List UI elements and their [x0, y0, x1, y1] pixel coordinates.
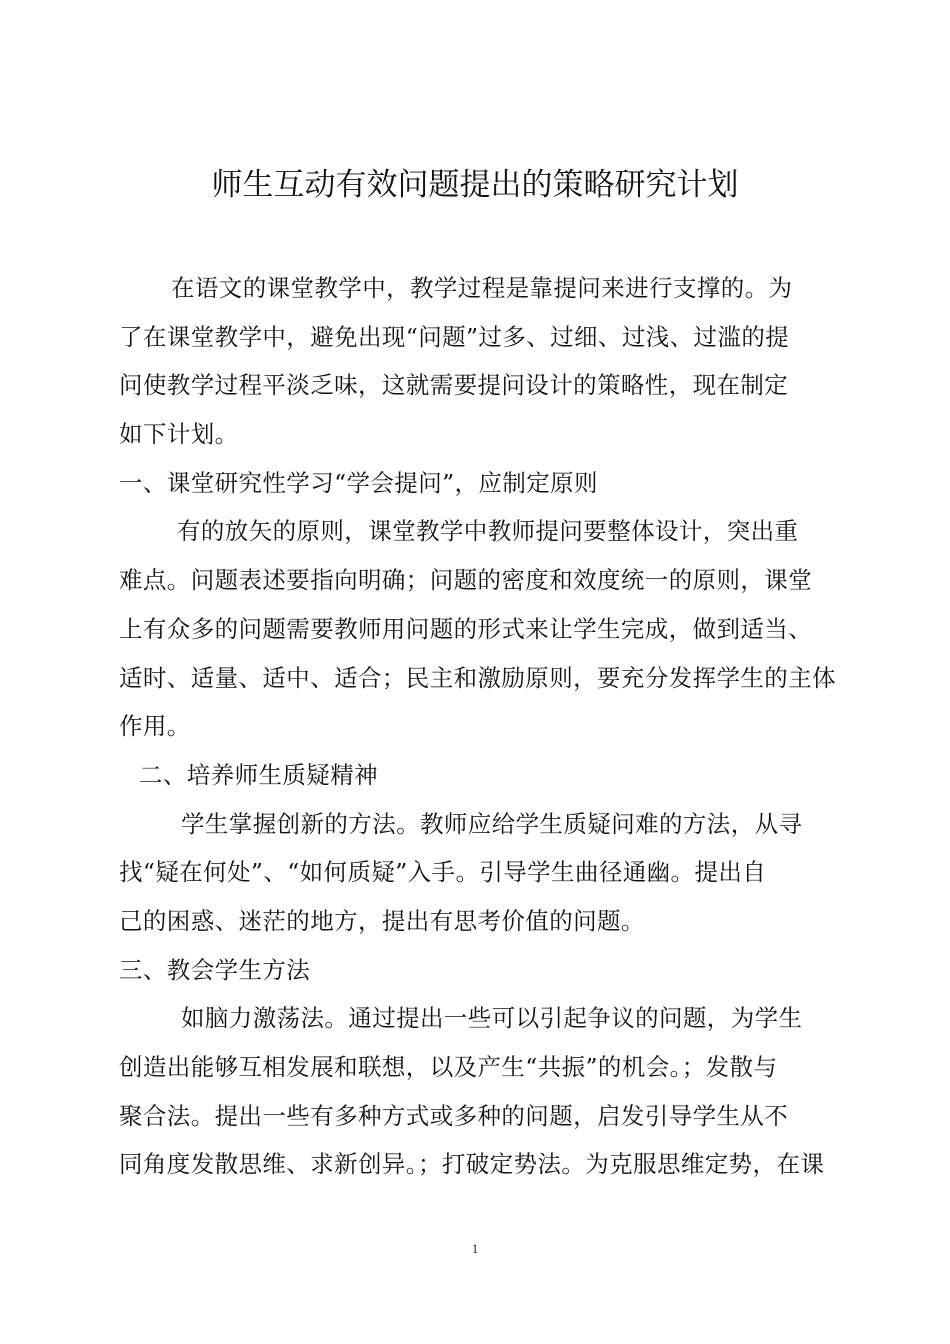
section-heading-2: 二、培养师生质疑精神 — [139, 760, 378, 789]
body-line: 在语文的课堂教学中，教学过程是靠提问来进行支撑的。为 — [171, 274, 793, 302]
body-line: 有的放矢的原则，课堂教学中教师提问要整体设计，突出重 — [177, 517, 799, 546]
body-line: 问使教学过程平淡乏味，这就需要提问设计的策略性，现在制定 — [119, 371, 789, 400]
document-title: 师生互动有效问题提出的策略研究计划 — [211, 167, 739, 203]
body-line: 难点。问题表述要指向明确；问题的密度和效度统一的原则，课堂 — [119, 566, 813, 595]
body-line: 己的困惑、迷茫的地方，提出有思考价值的问题。 — [119, 906, 645, 935]
body-line: 上有众多的问题需要教师用问题的形式来让学生完成，做到适当、 — [119, 614, 813, 643]
body-line: 了在课堂教学中，避免出现“问题”过多、过细、过浅、过滥的提 — [119, 322, 790, 351]
body-line: 如脑力激荡法。通过提出一些可以引起争议的问题，为学生 — [181, 1004, 803, 1033]
body-line: 找“疑在何处”、“如何质疑”入手。引导学生曲径通幽。提出自 — [119, 858, 767, 887]
body-line: 如下计划。 — [119, 420, 239, 449]
section-heading-3: 三、教会学生方法 — [119, 955, 311, 984]
body-line: 聚合法。提出一些有多种方式或多种的问题，启发引导学生从不 — [119, 1101, 789, 1130]
page-number: 1 — [471, 1241, 479, 1256]
body-line: 适时、适量、适中、适合；民主和激励原则，要充分发挥学生的主体 — [119, 663, 836, 692]
document-body — [119, 264, 834, 1189]
section-heading-1: 一、课堂研究性学习“学会提问”，应制定原则 — [119, 468, 598, 497]
body-line: 同角度发散思维、求新创异。；打破定势法。为克服思维定势，在课 — [119, 1150, 825, 1179]
body-line: 作用。 — [119, 712, 191, 741]
body-line: 创造出能够互相发展和联想，以及产生“共振”的机会。；发散与 — [119, 1053, 778, 1081]
body-line: 学生掌握创新的方法。教师应给学生质疑问难的方法，从寻 — [181, 809, 803, 838]
